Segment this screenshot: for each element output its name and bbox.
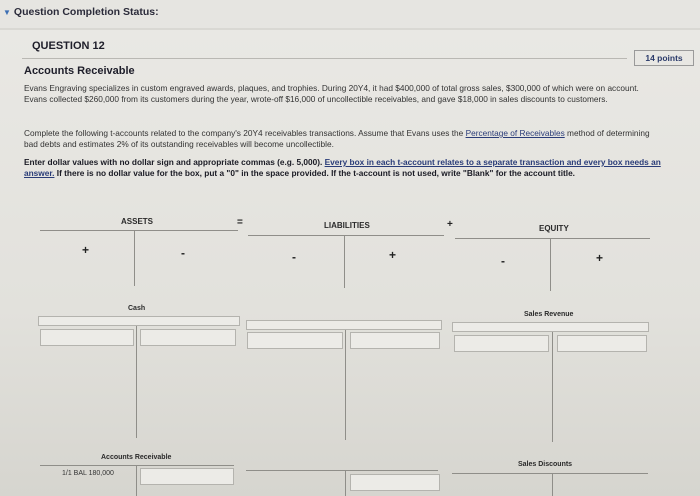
assets-t-divider <box>134 231 135 286</box>
lower-middle-t-top <box>246 470 438 471</box>
points-badge: 14 points <box>634 50 694 66</box>
sales-revenue-debit-input[interactable] <box>454 335 549 352</box>
middle-credit-input[interactable] <box>350 332 440 349</box>
sales-revenue-title-box[interactable] <box>452 322 649 332</box>
cash-debit-input[interactable] <box>40 329 134 346</box>
sales-discounts-t-top <box>452 473 648 474</box>
blank-account-title-box[interactable] <box>246 320 442 330</box>
sales-discounts-t-divider <box>552 474 553 496</box>
sales-revenue-title: Sales Revenue <box>524 311 574 318</box>
assets-heading: ASSETS <box>121 217 154 226</box>
liabilities-plus: + <box>389 248 397 262</box>
equity-minus: - <box>501 254 505 268</box>
sales-revenue-credit-input[interactable] <box>557 335 647 352</box>
lower-middle-t-divider <box>345 471 346 496</box>
cash-credit-input[interactable] <box>140 329 236 346</box>
plus-between: + <box>447 219 453 230</box>
equity-plus: + <box>596 251 604 265</box>
cash-title: Cash <box>128 305 146 312</box>
liabilities-t-divider <box>344 236 345 288</box>
ar-t-top <box>40 465 234 466</box>
assets-plus: + <box>82 243 90 257</box>
status-label: Question Completion Status: <box>13 6 159 18</box>
ar-t-divider <box>136 466 137 496</box>
divider <box>22 58 627 59</box>
liabilities-heading: LIABILITIES <box>324 221 370 230</box>
assets-minus: - <box>181 246 185 260</box>
equity-t-divider <box>550 239 551 291</box>
cash-title-box[interactable] <box>38 316 240 326</box>
question-title: Accounts Receivable <box>24 65 135 77</box>
accounts-receivable-title: Accounts Receivable <box>101 454 172 461</box>
liabilities-minus: - <box>292 250 296 264</box>
entry-rules-text: Enter dollar values with no dollar sign and appropriate commas (e.g. 5,000). Every box in each t-account relates to a separate transaction and every box needs an answer. If there is no dollar value for the box, put a "0" in the space provided. If the t-account is not used, write "Blank" for the account title. <box>24 157 661 178</box>
lower-middle-credit-input[interactable] <box>350 474 440 491</box>
completion-status[interactable] <box>3 6 159 18</box>
sales-revenue-t-divider <box>552 332 553 442</box>
assets-t-top <box>40 230 238 231</box>
middle-t-divider <box>345 330 346 440</box>
cash-t-divider <box>136 326 137 438</box>
question-text: Evans Engraving specializes in custom engraved awards, plaques, and trophies. During 20Y4, it had $400,000 of total gross sales, $300,000 of which were on account. Evans collected $260,000 from its customers during the year, wrote-off $16,000 of uncollectible receivables, and gave $18,000 in sales discounts to customers. <box>24 83 639 104</box>
question-number: QUESTION 12 <box>32 40 105 52</box>
middle-debit-input[interactable] <box>247 332 343 349</box>
percentage-of-receivables-link[interactable]: Percentage of Receivables <box>465 128 565 138</box>
chevron-down-icon[interactable]: ▼ <box>3 8 11 17</box>
equity-t-top <box>455 238 650 239</box>
ar-beginning-balance: 1/1 BAL 180,000 <box>62 470 114 477</box>
sales-discounts-title: Sales Discounts <box>518 461 573 468</box>
equals-sign: = <box>237 217 243 228</box>
instructions-text: Complete the following t-accounts related to the company's 20Y4 receivables transactions. Assume that Evans uses the Percentage of Receivables method of determining bad debts and estimates 2% of its outstanding receivables will become uncollectible. <box>24 128 650 149</box>
liabilities-t-top <box>248 235 444 236</box>
equity-heading: EQUITY <box>539 224 569 233</box>
ar-credit-input[interactable] <box>140 468 234 485</box>
